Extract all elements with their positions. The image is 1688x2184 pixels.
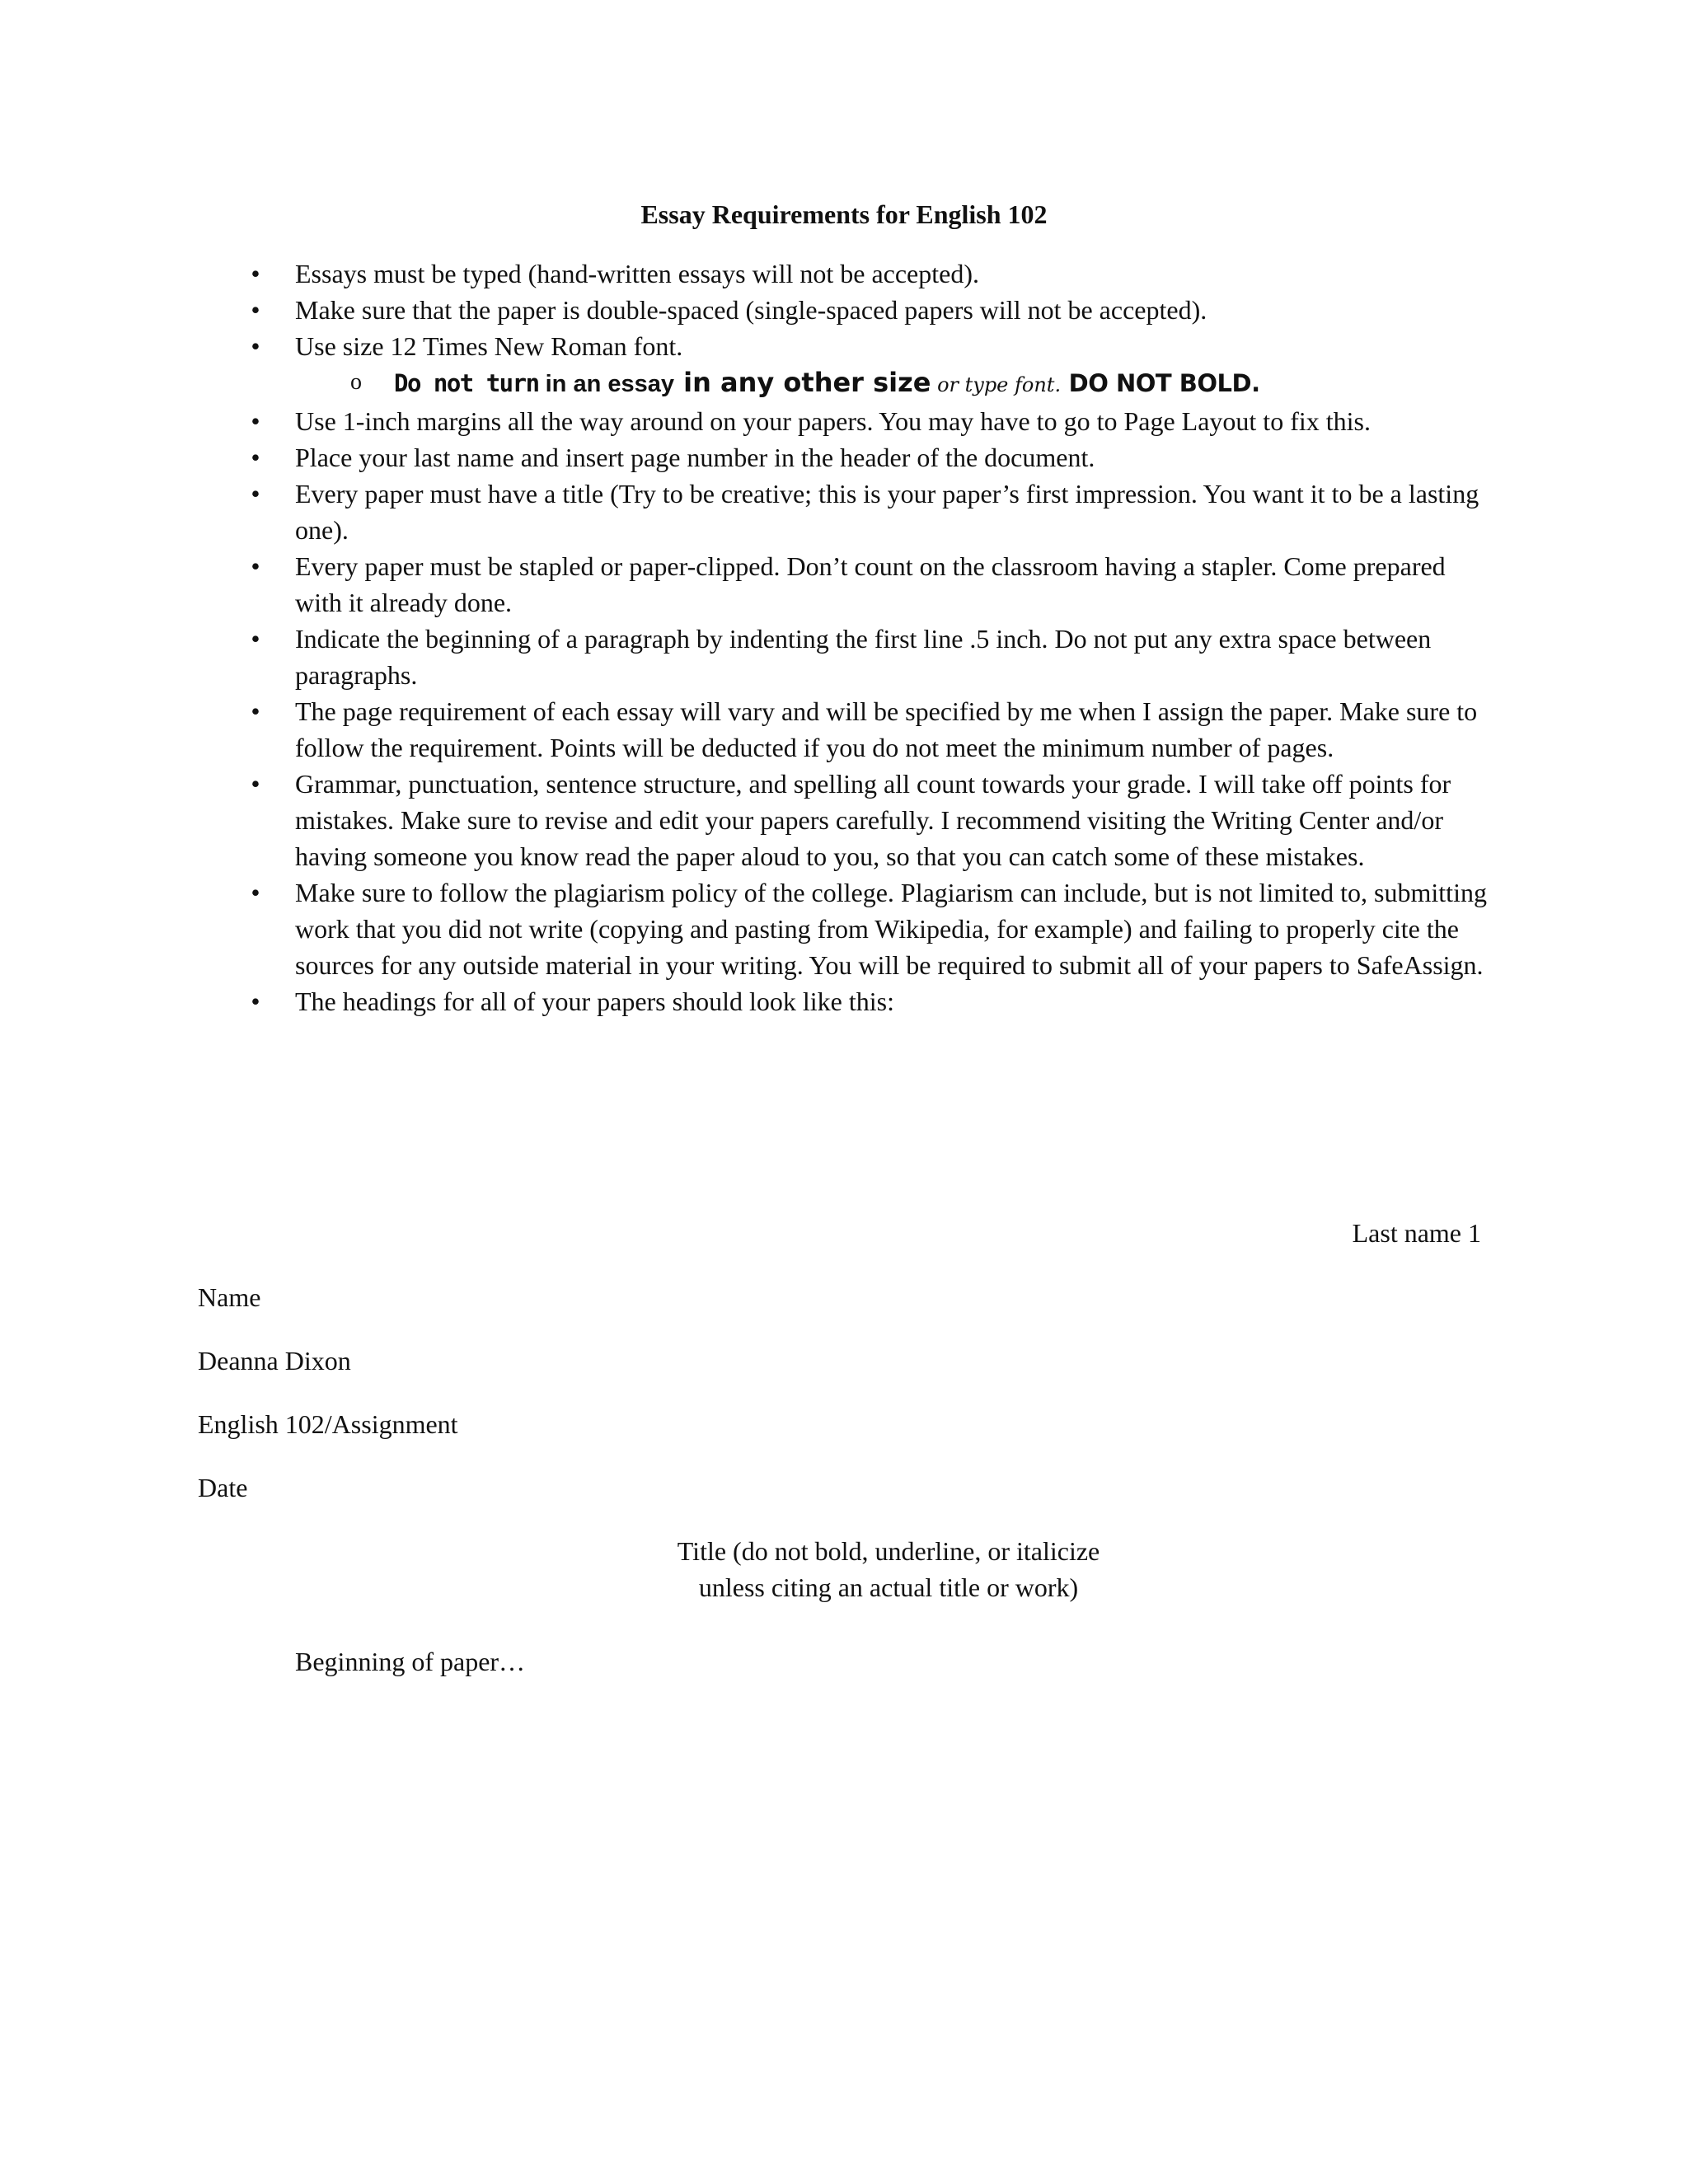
requirement-text: The page requirement of each essay will vary and will be specified by me when I assign the paper. Make sure to follow the requirement. Points will be deducted if you do not meet the minimum number of pages. [295,696,1478,762]
requirement-text: Every paper must have a title (Try to be creative; this is your paper’s first impression. You want it to be a lasting one). [295,479,1479,545]
sample-title-line-1: Title (do not bold, underline, or italicize [677,1536,1100,1566]
list-item [251,403,1490,439]
requirement-text: Use size 12 Times New Roman font. [295,331,683,361]
bullet-icon: • [251,624,260,654]
bullet-icon: • [251,259,260,288]
font-warning-part-4: or type font. [931,373,1062,396]
requirement-text: Every paper must be stapled or paper-clipped. Don’t count on the classroom having a stapler. Come prepared with it already done. [295,551,1446,617]
list-item [251,292,1490,328]
page-title: Essay Requirements for English 102 [640,199,1048,229]
list-item [251,766,1490,874]
requirement-text: Make sure that the paper is double-spaced (single-spaced papers will not be accepted). [295,295,1207,325]
requirement-text: Indicate the beginning of a paragraph by indenting the first line .5 inch. Do not put any extra space between paragraphs. [295,624,1432,690]
bullet-icon: • [251,479,260,509]
course-line: English 102/Assignment [198,1409,458,1439]
bullet-icon: • [251,443,260,472]
sample-title [0,1533,1688,1605]
font-warning-part-1: Do not turn [394,369,539,397]
font-warning-part-3: in any other size [674,367,931,398]
name-line: Name [198,1282,261,1312]
requirement-text: Place your last name and insert page number in the header of the document. [295,443,1095,472]
bullet-icon: • [251,878,260,907]
bullet-icon: • [251,295,260,325]
bullet-icon: • [251,331,260,361]
sub-list-item [295,364,1490,403]
font-warning-part-2: in an essay [538,371,674,397]
font-warning-part-5: DO NOT BOLD. [1061,369,1260,397]
requirement-text: Use 1-inch margins all the way around on your papers. You may have to go to Page Layout to fix this. [295,406,1371,436]
requirement-text: Make sure to follow the plagiarism policy of the college. Plagiarism can include, but is not limited to, submitting work that you did not write (copying and pasting from Wikipedia, for example) and failing to properly cite the sources for any outside material in your writing. You will be required to submit all of your papers to SafeAssign. [295,878,1487,980]
body-start: Beginning of paper… [295,1647,526,1676]
bullet-icon: • [251,551,260,581]
requirement-text: The headings for all of your papers should look like this: [295,987,894,1016]
bullet-icon: • [251,769,260,799]
instructor-line: Deanna Dixon [198,1346,351,1376]
sample-title-line-2: unless citing an actual title or work) [698,1572,1079,1602]
requirement-text: Essays must be typed (hand-written essays will not be accepted). [295,259,979,288]
running-header: Last name 1 [1352,1218,1481,1248]
bullet-icon: • [251,696,260,726]
requirements-list [251,255,1490,1019]
list-item [251,439,1490,476]
list-item [251,255,1490,292]
list-item [251,621,1490,693]
list-item [251,983,1490,1019]
list-item [251,328,1490,364]
date-line: Date [198,1473,248,1502]
bullet-icon: • [251,987,260,1016]
list-item [251,548,1490,621]
requirement-text: Grammar, punctuation, sentence structure, and spelling all count towards your grade. I will take off points for mistakes. Make sure to revise and edit your papers carefully. I recommend visiting the Writing Center and/or having someone you know read the paper aloud to you, so that you can catch some of these mistakes. [295,769,1451,871]
list-item [251,476,1490,548]
sub-bullet-icon: o [350,369,362,395]
list-item [251,874,1490,983]
list-item [251,693,1490,766]
bullet-icon: • [251,406,260,436]
